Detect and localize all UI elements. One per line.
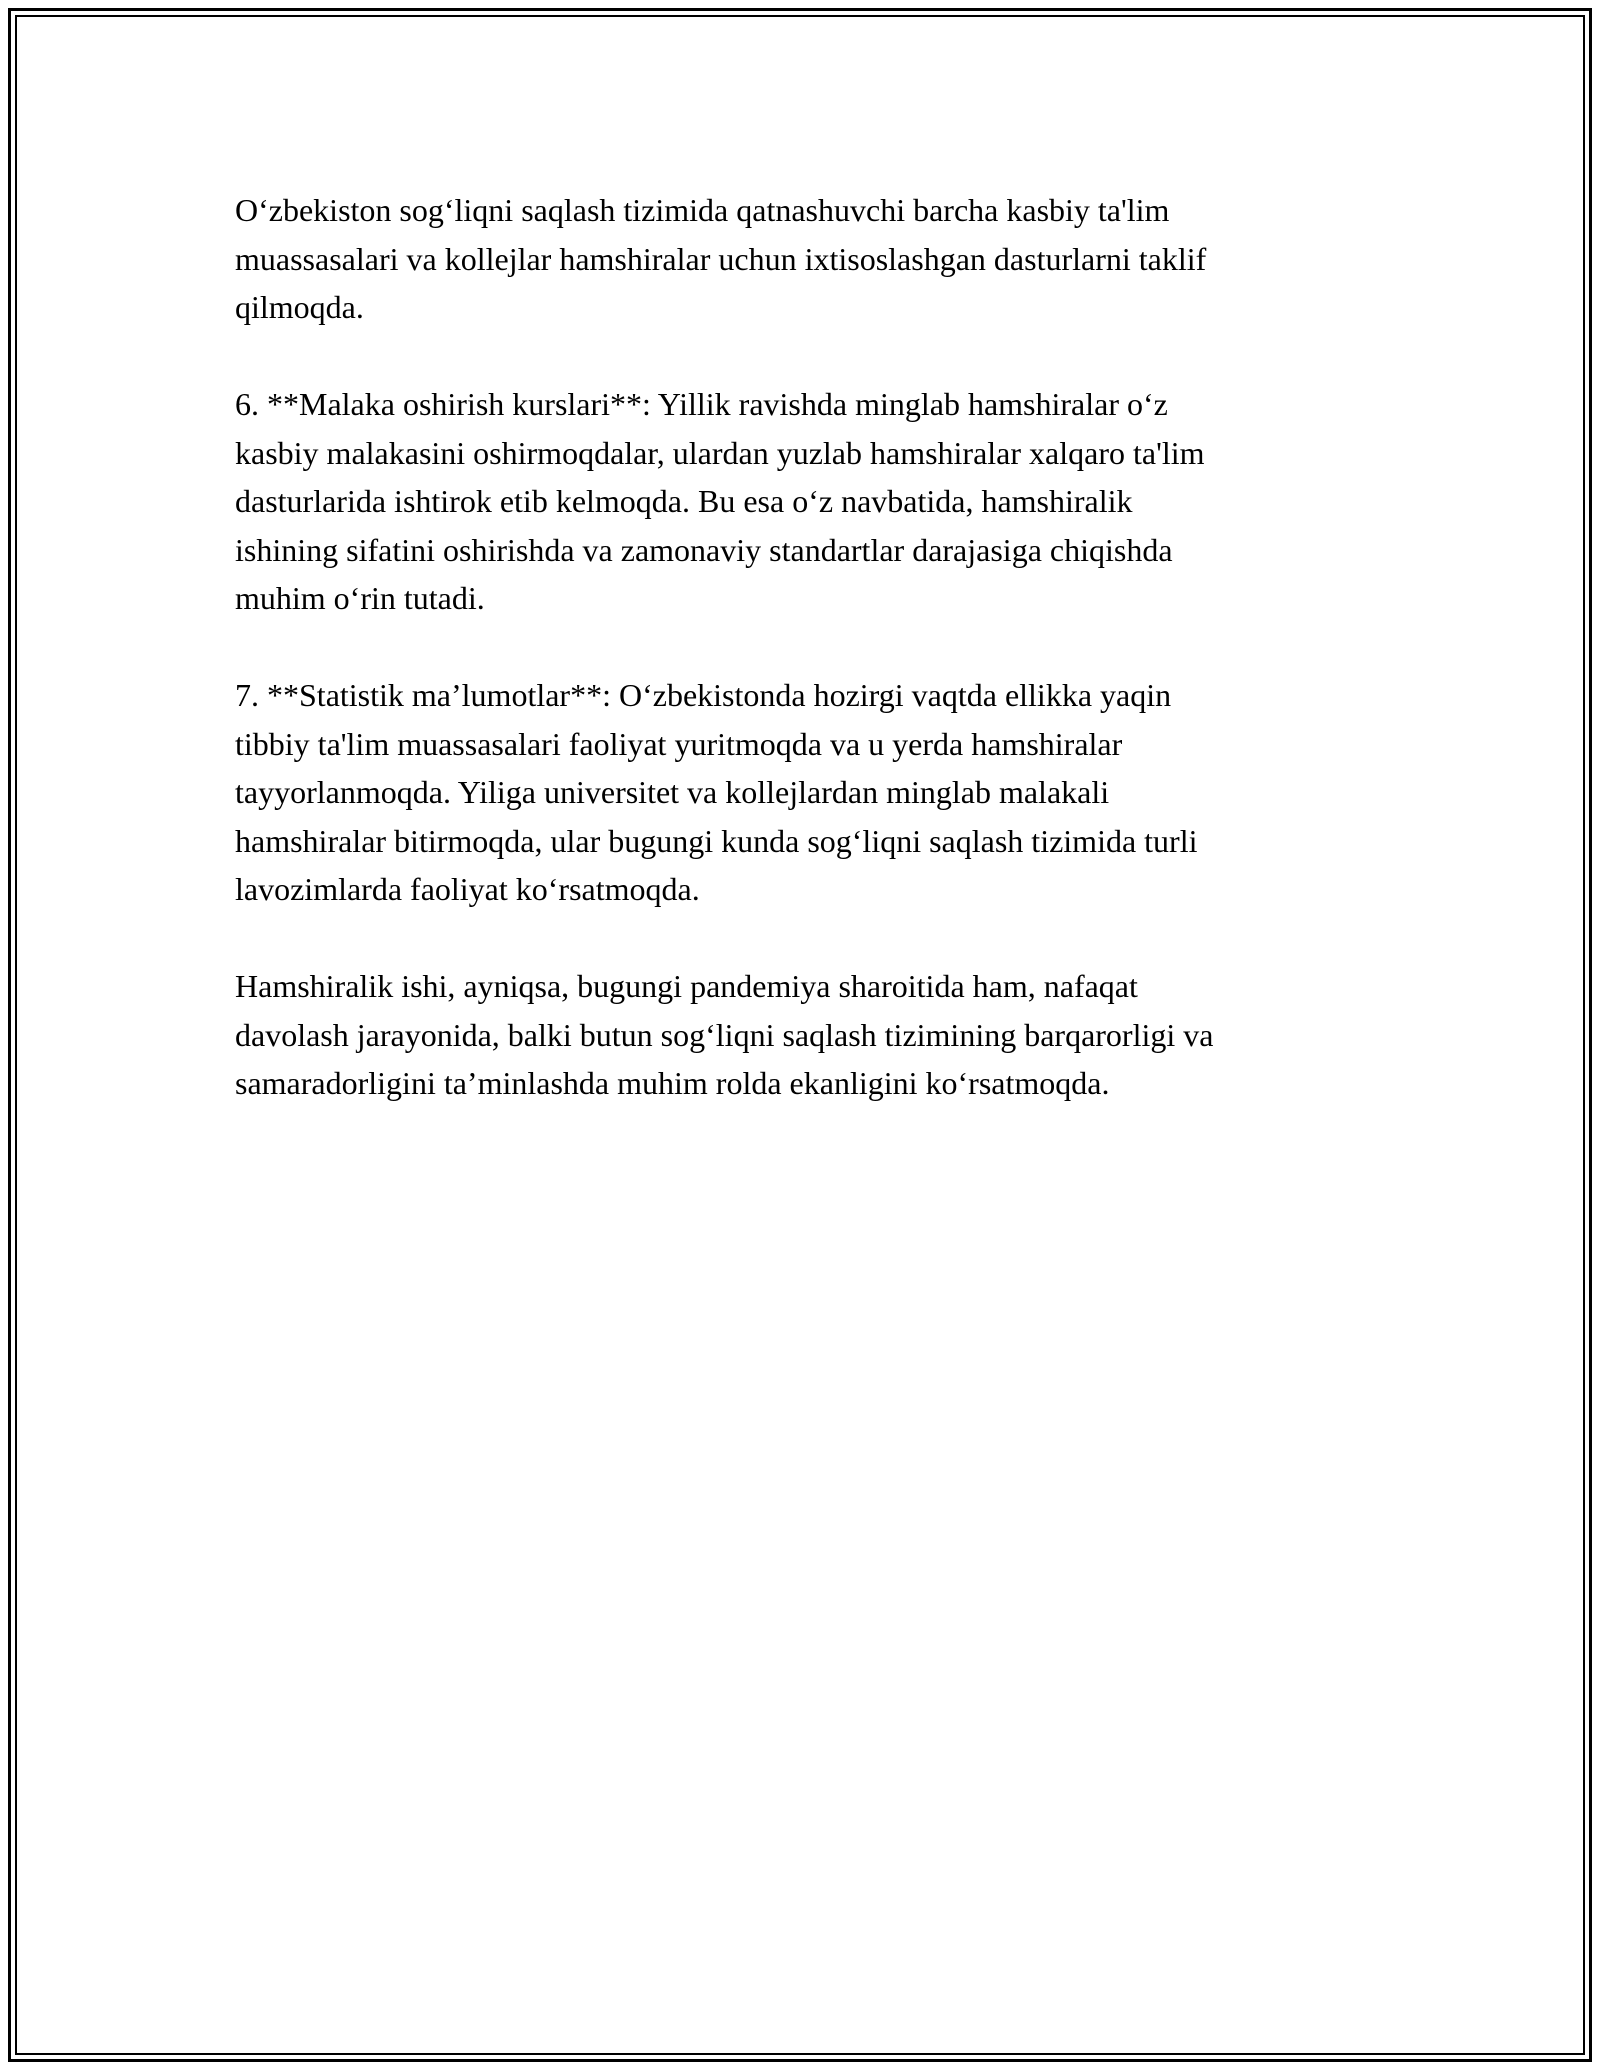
closing-paragraph: Hamshiralik ishi, ayniqsa, bugungi pandemiya sharoitida ham, nafaqat davolash jarayonida, balki butun sogʻliqni saqlash tizimining barqarorligi va samaradorligini ta’minlashda muhim rolda ekanligini koʻrsatmoqda. xyxy=(235,968,1214,1101)
paragraph-training-courses: 6. **Malaka oshirish kurslari**: Yillik ravishda minglab hamshiralar oʻz kasbiy malakasini oshirmoqdalar, ulardan yuzlab hamshiralar xalqaro ta'lim dasturlarida ishtirok etib kelmoqda. Bu esa oʻz navbatida, hamshiralik ishining sifatini oshirishda va zamonaviy standartlar darajasiga chiqishda muhim oʻrin tutadi. xyxy=(235,386,1205,616)
document-body xyxy=(235,186,1385,1156)
intro-paragraph: Oʻzbekiston sogʻliqni saqlash tizimida qatnashuvchi barcha kasbiy ta'lim muassasalari va kollejlar hamshiralar uchun ixtisoslashgan dasturlarni taklif qilmoqda. xyxy=(235,192,1207,325)
paragraph-statistics: 7. **Statistik ma’lumotlar**: Oʻzbekistonda hozirgi vaqtda ellikka yaqin tibbiy ta'lim muassasalari faoliyat yuritmoqda va u yerda hamshiralar tayyorlanmoqda. Yiliga universitet va kollejlardan minglab malakali hamshiralar bitirmoqda, ular bugungi kunda sogʻliqni saqlash tizimida turli lavozimlarda faoliyat koʻrsatmoqda. xyxy=(235,677,1198,907)
